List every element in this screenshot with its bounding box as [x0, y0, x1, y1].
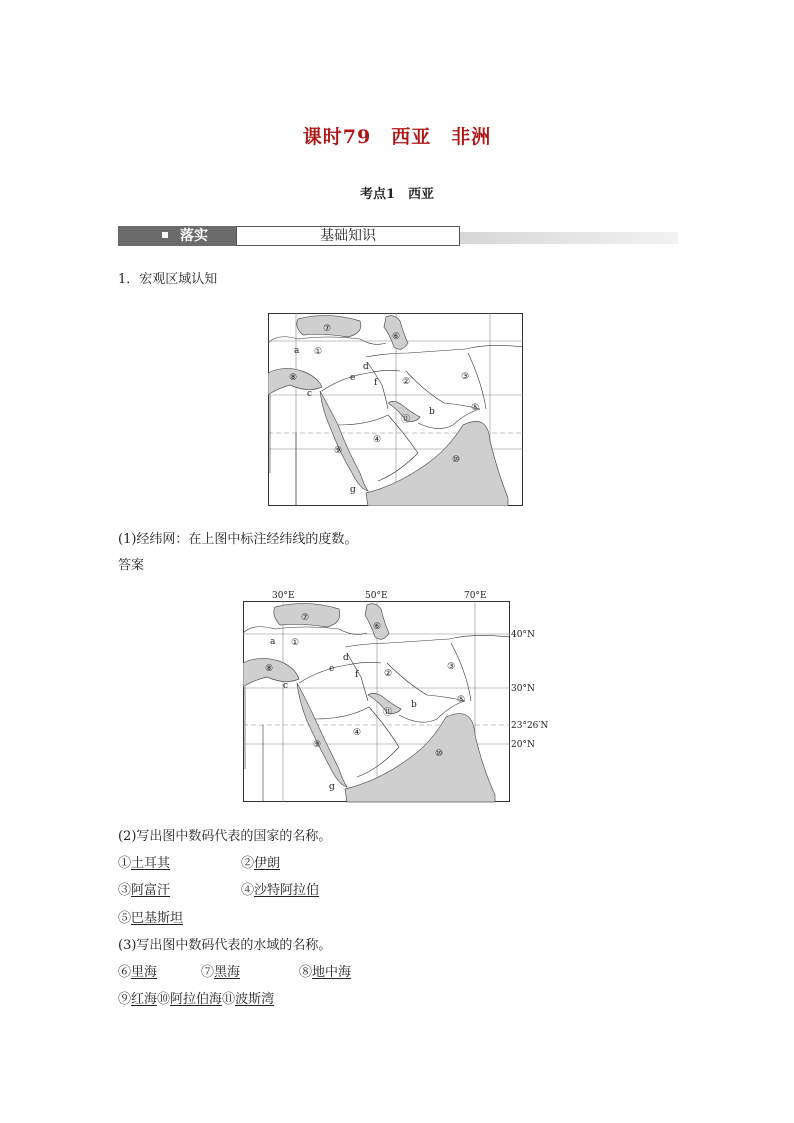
- svg-text:⑨: ⑨: [334, 446, 343, 456]
- svg-text:⑧: ⑧: [289, 373, 298, 383]
- svg-text:③: ③: [447, 662, 456, 672]
- country-item: ⑤巴基斯坦: [118, 911, 184, 926]
- svg-text:a: a: [270, 637, 276, 647]
- section-heading: 1．宏观区域认知: [118, 272, 218, 287]
- svg-text:20°N: 20°N: [511, 740, 535, 750]
- svg-text:b: b: [429, 407, 435, 417]
- banner-left-label: 落实: [180, 228, 208, 244]
- svg-text:④: ④: [373, 435, 382, 445]
- svg-text:a: a: [294, 346, 300, 356]
- country-item: ③阿富汗: [118, 883, 171, 898]
- svg-text:②: ②: [384, 669, 393, 679]
- svg-text:②: ②: [402, 377, 411, 387]
- map2-lat-labels: [511, 630, 548, 750]
- svg-text:c: c: [283, 681, 289, 691]
- svg-text:c: c: [307, 389, 313, 399]
- answer-label: 答案: [118, 558, 145, 573]
- svg-text:⑤: ⑤: [457, 695, 466, 705]
- svg-text:③: ③: [461, 372, 470, 382]
- water-item: ⑦黑海: [201, 965, 241, 980]
- svg-text:⑧: ⑧: [265, 664, 274, 674]
- svg-text:50°E: 50°E: [365, 591, 388, 601]
- map-west-asia: [268, 313, 523, 506]
- country-item: ④沙特阿拉伯: [241, 883, 320, 898]
- water-item: ⑨红海⑩阿拉伯海⑪波斯湾: [118, 992, 275, 1007]
- svg-text:⑦: ⑦: [301, 613, 310, 623]
- svg-text:④: ④: [353, 728, 362, 738]
- svg-text:①: ①: [291, 638, 300, 648]
- svg-text:30°E: 30°E: [272, 591, 295, 601]
- svg-text:40°N: 40°N: [511, 630, 535, 640]
- question-2: (2)写出图中数码代表的国家的名称。: [118, 829, 332, 844]
- banner-left: [118, 226, 236, 246]
- svg-text:d: d: [363, 362, 369, 372]
- svg-text:70°E: 70°E: [464, 591, 487, 601]
- map2-lon-labels: [272, 591, 487, 601]
- country-item: ②伊朗: [241, 856, 281, 871]
- svg-text:23°26′N: 23°26′N: [511, 721, 549, 731]
- svg-text:①: ①: [314, 347, 323, 357]
- svg-text:e: e: [329, 664, 335, 674]
- svg-text:g: g: [329, 782, 335, 792]
- country-item: ①土耳其: [118, 856, 171, 871]
- svg-text:⑦: ⑦: [323, 324, 332, 334]
- svg-text:g: g: [350, 485, 356, 495]
- square-bullet-icon: [162, 232, 168, 238]
- svg-text:⑥: ⑥: [373, 622, 382, 632]
- svg-text:⑪: ⑪: [383, 708, 393, 718]
- svg-text:f: f: [374, 378, 378, 388]
- svg-text:⑥: ⑥: [392, 332, 401, 342]
- svg-text:⑪: ⑪: [401, 415, 411, 425]
- svg-text:⑩: ⑩: [435, 749, 444, 759]
- section-banner: [118, 226, 678, 246]
- svg-text:30°N: 30°N: [511, 684, 535, 694]
- page-title: 课时79 西亚 非洲: [302, 126, 492, 148]
- water-item: ⑧地中海: [299, 965, 352, 980]
- banner-right-label: 基础知识: [236, 226, 460, 246]
- svg-text:⑨: ⑨: [313, 740, 322, 750]
- section-subtitle: 考点1 西亚: [359, 187, 435, 202]
- question-1: (1)经纬网：在上图中标注经纬线的度数。: [118, 532, 358, 547]
- svg-text:e: e: [350, 373, 356, 383]
- svg-text:f: f: [355, 670, 359, 680]
- water-item: ⑥里海: [118, 965, 158, 980]
- question-3: (3)写出图中数码代表的水域的名称。: [118, 938, 332, 953]
- svg-text:b: b: [411, 700, 417, 710]
- svg-text:⑤: ⑤: [471, 403, 480, 413]
- svg-text:d: d: [343, 653, 349, 663]
- map-west-asia-answer: [243, 588, 558, 803]
- svg-text:⑩: ⑩: [452, 455, 461, 465]
